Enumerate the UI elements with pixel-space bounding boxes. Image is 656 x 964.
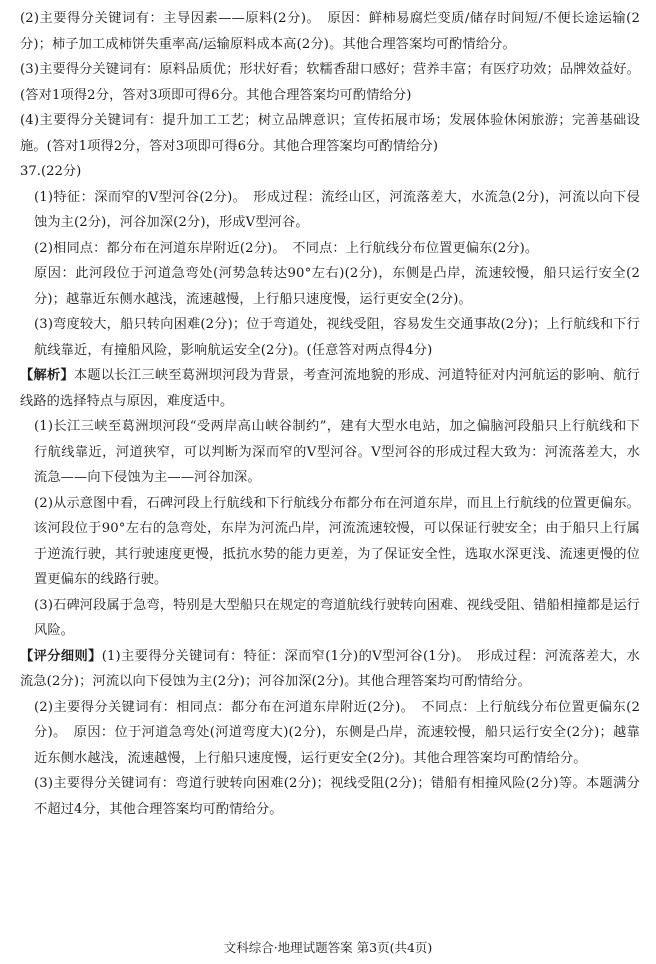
rubric-tag: 【评分细则】 xyxy=(20,648,102,664)
analysis-intro-text: 本题以长江三峡至葛洲坝河段为背景，考查河流地貌的形成、河道特征对内河航运的影响、航行线路的选择特点与原因，难度适中。 xyxy=(20,368,641,409)
rubric-first xyxy=(20,644,640,695)
answer-37-2: (2)相同点：都分布在河道东岸附近(2分)。 不同点：上行航线分布位置更偏东(2分)。 xyxy=(34,240,539,256)
answer-36-4: (4)主要得分关键词有：提升加工工艺；树立品牌意识；宣传拓展市场；发展体验休闲旅游；完善基础设施。(答对1项得2分，答对3项即可得6分。其他合理答案均可酌情给分) xyxy=(20,113,640,154)
analysis-intro xyxy=(20,363,640,414)
answer-37-3: (3)弯度较大，船只转向困难(2分)；位于弯道处，视线受阻，容易发生交通事故(2分)；上行航线和下行航线靠近，有撞船风险，影响航运安全(2分)。(任意答对两点得4分) xyxy=(34,317,640,358)
rubric-item-3: (3)主要得分关键词有：弯道行驶转向困难(2分)；视线受阻(2分)；错船有相撞风险(2分)等。本题满分不超过4分，其他合理答案均可酌情给分。 xyxy=(34,776,640,817)
analysis-tag: 【解析】 xyxy=(20,368,74,383)
question-37-heading: 37.(22分) xyxy=(20,164,82,179)
analysis-item-2: (2)从示意图中看，石碑河段上行航线和下行航线分布都分布在河道东岸，而且上行航线的位置更偏东。该河段位于90°左右的急弯处，东岸为河流凸岸，河流流速较慢，可以保证行驶安全；由于船只上行属于逆流行驶，其行驶速度更慢，抵抗水势的能力更差，为了保证安全性，选取水深更浅、流速更慢的位置更偏东的线路行驶。 xyxy=(34,495,640,587)
page-footer: 文科综合·地理试题答案 第3页(共4页) xyxy=(223,940,433,955)
analysis-item-1: (1)长江三峡至葛洲坝河段“受两岸高山峡谷制约”，建有大型水电站，加之偏脑河段船只上行航线和下行航线靠近，河道狭窄，可以判断为深而窄的V型河谷。V型河谷的形成过程大致为：河流落差大，水流急——向下侵蚀为主——河谷加深。 xyxy=(34,419,640,485)
answer-37-1: (1)特征：深而窄的V型河谷(2分)。 形成过程：流经山区，河流落差大，水流急(2分)，河流以向下侵蚀为主(2分)，河谷加深(2分)，形成V型河谷。 xyxy=(34,189,640,230)
answer-36-3: (3)主要得分关键词有：原料品质优；形状好看；软糯香甜口感好；营养丰富；有医疗功效；品牌效益好。(答对1项得2分，答对3项即可得6分。其他合理答案均可酌情给分) xyxy=(20,62,640,103)
rubric-first-text: (1)主要得分关键词有：特征：深而窄(1分)的V型河谷(1分)。 形成过程：河流落差大，水流急(2分)；河流以向下侵蚀为主(2分)；河谷加深(2分)。其他合理答案均可酌情给分。 xyxy=(20,648,640,689)
answer-37-2-reason: 原因：此河段位于河道急弯处(河势急转达90°左右)(2分)，东侧是凸岸，流速较慢，船只运行安全(2分)；越靠近东侧水越浅，流速越慢，上行船只速度慢，运行更安全(2分)。 xyxy=(34,266,640,307)
rubric-item-2: (2)主要得分关键词有：相同点：都分布在河道东岸附近(2分)。 不同点：上行航线分布位置更偏东(2分)。 原因：位于河道急弯处(河道弯度大)(2分)，东侧是凸岸，流速较慢，船只运行安全(2分)；越靠近东侧水越浅，流速越慢，上行船只速度慢，运行更安全(2分)。其他合理答案均可酌情给分。 xyxy=(34,699,640,766)
analysis-item-3: (3)石碑河段属于急弯，特别是大型船只在规定的弯道航线行驶转向困难、视线受阻、错船相撞都是运行风险。 xyxy=(34,597,640,638)
answer-36-2: (2)主要得分关键词有：主导因素——原料(2分)。 原因：鲜柿易腐烂变质/储存时间短/不便长途运输(2分)；柿子加工成柿饼失重率高/运输原料成本高(2分)。其他合理答案均可酌情给分。 xyxy=(20,11,640,52)
